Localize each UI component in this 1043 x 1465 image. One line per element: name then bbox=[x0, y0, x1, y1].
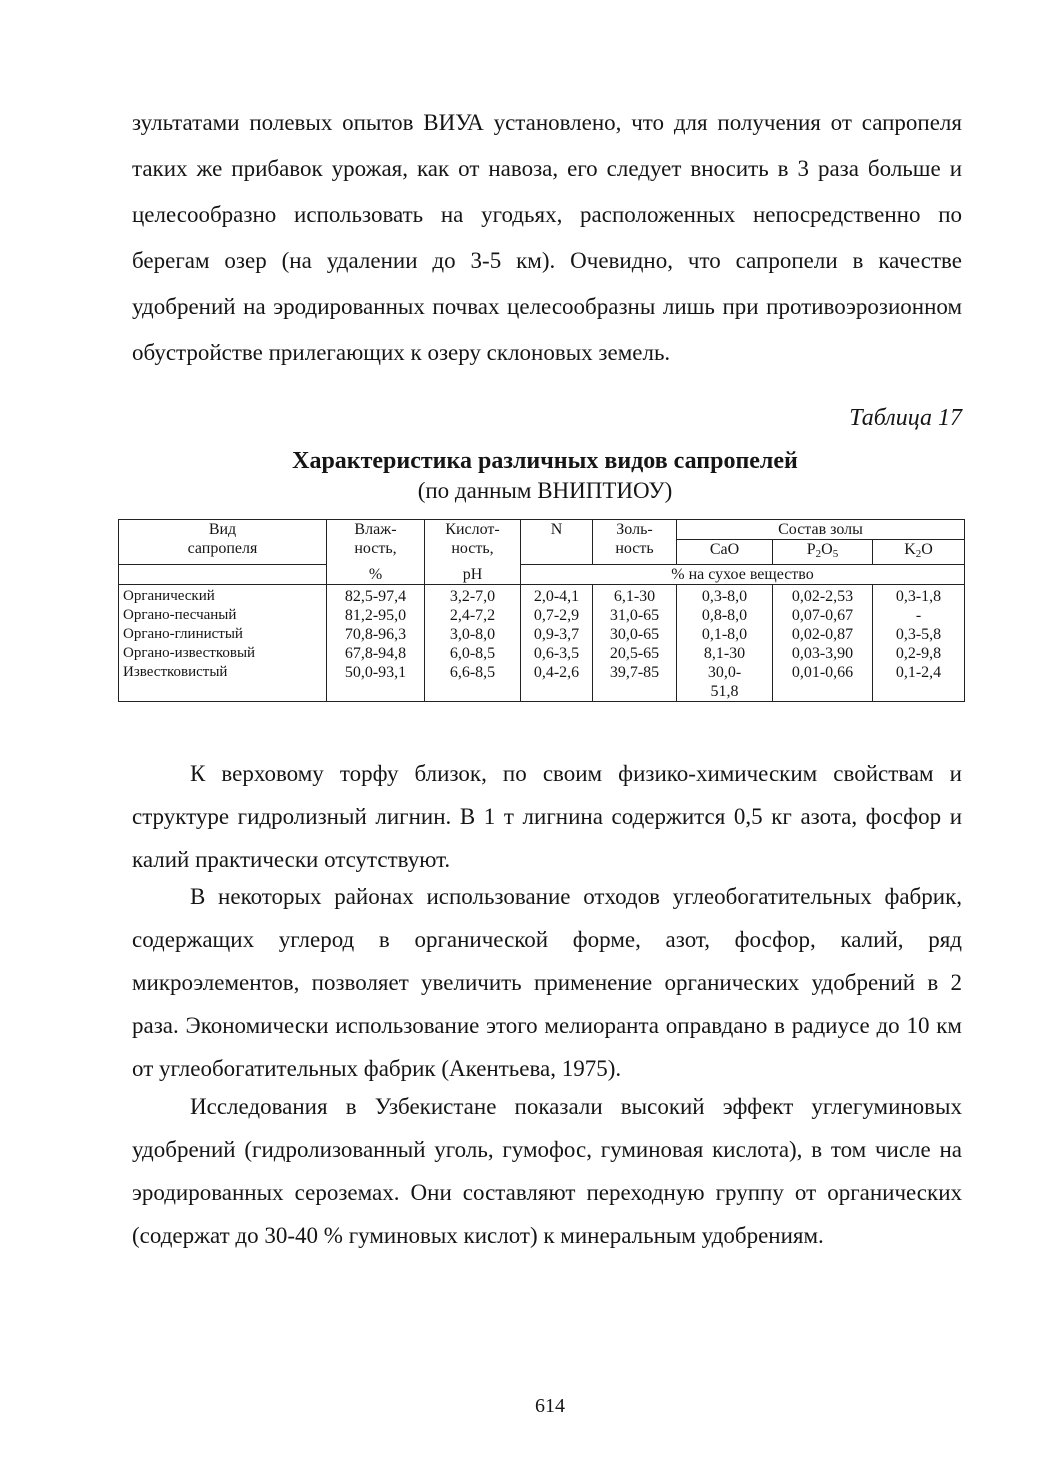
cell-ph: 3,2-7,0 bbox=[425, 585, 521, 607]
cell-p2o5: 0,03-3,90 bbox=[773, 644, 873, 663]
cell-ash: 20,5-65 bbox=[593, 644, 677, 663]
cell-type: Известковистый bbox=[119, 663, 327, 682]
cell-n: 0,9-3,7 bbox=[521, 625, 593, 644]
header-p2o5: $P_2O_5$ bbox=[773, 540, 873, 565]
cell-moisture: 81,2-95,0 bbox=[327, 606, 425, 625]
cell-k2o: 0,3-1,8 bbox=[873, 585, 965, 607]
table-row bbox=[119, 644, 965, 663]
cell-ph: 2,4-7,2 bbox=[425, 606, 521, 625]
cell-ash: 6,1-30 bbox=[593, 585, 677, 607]
cell-n: 2,0-4,1 bbox=[521, 585, 593, 607]
cell-k2o: 0,1-2,4 bbox=[873, 663, 965, 682]
cell-ash: 31,0-65 bbox=[593, 606, 677, 625]
sapropel-table bbox=[118, 519, 965, 702]
header-dry-matter: % на сухое вещество bbox=[521, 565, 965, 585]
page-number: 614 bbox=[535, 1395, 565, 1417]
header-moisture bbox=[327, 520, 425, 565]
cell-n: 0,6-3,5 bbox=[521, 644, 593, 663]
cell-ph: 3,0-8,0 bbox=[425, 625, 521, 644]
cell-moisture: 70,8-96,3 bbox=[327, 625, 425, 644]
cell-k2o: - bbox=[873, 606, 965, 625]
table-row bbox=[119, 625, 965, 644]
cell-type: Органический bbox=[119, 585, 327, 607]
table-row-continuation bbox=[119, 682, 965, 702]
cell-empty bbox=[119, 682, 327, 702]
cell-k2o: 0,3-5,8 bbox=[873, 625, 965, 644]
cell-cao: 0,8-8,0 bbox=[677, 606, 773, 625]
cell-type: Органо-песчаный bbox=[119, 606, 327, 625]
body-paragraph-uzbekistan: Исследования в Узбекистане показали высокий эффект углегуминовых удобрений (гидролизованный уголь, гумофос, гуминовая кислота), в том числе на эродированных сероземах. Они составляют переходную группу от органических (содержат до 30-40 % гуминовых кислот) к минеральным удобрениям. bbox=[132, 1094, 962, 1248]
cell-moisture: 50,0-93,1 bbox=[327, 663, 425, 682]
cell-empty bbox=[425, 682, 521, 702]
cell-n: 0,7-2,9 bbox=[521, 606, 593, 625]
table-row bbox=[119, 663, 965, 682]
cell-ph: 6,6-8,5 bbox=[425, 663, 521, 682]
table-title: Характеристика различных видов сапропелей bbox=[292, 448, 798, 474]
cell-empty bbox=[773, 682, 873, 702]
header-ash bbox=[593, 520, 677, 565]
cell-p2o5: 0,02-2,53 bbox=[773, 585, 873, 607]
cell-moisture: 82,5-97,4 bbox=[327, 585, 425, 607]
cell-p2o5: 0,01-0,66 bbox=[773, 663, 873, 682]
cell-empty bbox=[873, 682, 965, 702]
header-acidity-unit: pH bbox=[425, 565, 521, 585]
header-type bbox=[119, 520, 327, 565]
cell-type: Органо-известковый bbox=[119, 644, 327, 663]
table-row bbox=[119, 585, 965, 607]
cell-empty bbox=[593, 682, 677, 702]
cell-cao-continuation: 51,8 bbox=[677, 682, 773, 702]
header-ash-composition: Состав золы bbox=[677, 520, 965, 540]
header-moisture-line1: Влаж- bbox=[354, 521, 397, 538]
table-row bbox=[119, 606, 965, 625]
header-acidity-line2: ность, bbox=[451, 540, 494, 557]
cell-empty bbox=[327, 682, 425, 702]
cell-empty bbox=[521, 682, 593, 702]
cell-moisture: 67,8-94,8 bbox=[327, 644, 425, 663]
body-paragraph-coal-waste: В некоторых районах использование отходов углеобогатительных фабрик, содержащих углерод в органической форме, азот, фосфор, калий, ряд микроэлементов, позволяет увеличить применение органических удобрений в 2 раза. Экономически использование этого мелиоранта оправдано в радиусе до 10 км от углеобогатительных фабрик (Акентьева, 1975). bbox=[132, 884, 962, 1081]
header-nitrogen: N bbox=[521, 520, 593, 565]
header-acidity bbox=[425, 520, 521, 565]
cell-type: Органо-глинистый bbox=[119, 625, 327, 644]
header-k2o: $K_2O$ bbox=[873, 540, 965, 565]
cell-cao: 8,1-30 bbox=[677, 644, 773, 663]
header-moisture-unit: % bbox=[327, 565, 425, 585]
cell-ash: 30,0-65 bbox=[593, 625, 677, 644]
header-ash-line2: ность bbox=[615, 540, 654, 557]
cell-k2o: 0,2-9,8 bbox=[873, 644, 965, 663]
cell-p2o5: 0,02-0,87 bbox=[773, 625, 873, 644]
header-type-line2: сапропеля bbox=[187, 540, 258, 557]
header-moisture-line2: ность, bbox=[354, 540, 397, 557]
cell-ph: 6,0-8,5 bbox=[425, 644, 521, 663]
cell-cao: 30,0- bbox=[677, 663, 773, 682]
cell-ash: 39,7-85 bbox=[593, 663, 677, 682]
table-subtitle: (по данным ВНИПТИОУ) bbox=[417, 478, 673, 503]
body-paragraph-lignin: К верховому торфу близок, по своим физико-химическим свойствам и структуре гидролизный лигнин. В 1 т лигнина содержится 0,5 кг азота, фосфор и калий практически отсутствуют. bbox=[132, 761, 962, 872]
cell-p2o5: 0,07-0,67 bbox=[773, 606, 873, 625]
header-type-unit-cell bbox=[119, 565, 327, 585]
header-ash-line1: Золь- bbox=[616, 521, 653, 538]
table-caption: Таблица 17 bbox=[849, 405, 962, 431]
header-type-line1: Вид bbox=[208, 521, 237, 538]
cell-cao: 0,1-8,0 bbox=[677, 625, 773, 644]
cell-cao: 0,3-8,0 bbox=[677, 585, 773, 607]
intro-paragraph: зультатами полевых опытов ВИУА установлено, что для получения от сапропеля таких же прибавок урожая, как от навоза, его следует вносить в 3 раза больше и целесообразно использовать на угодьях, расположенных непосредственно по берегам озер (на удалении до 3-5 км). Очевидно, что сапропели в качестве удобрений на эродированных почвах целесообразны лишь при противоэрозионном обустройстве прилегающих к озеру склоновых земель. bbox=[132, 110, 962, 365]
cell-n: 0,4-2,6 bbox=[521, 663, 593, 682]
header-cao: CaO bbox=[677, 540, 773, 565]
header-acidity-line1: Кислот- bbox=[445, 521, 500, 538]
